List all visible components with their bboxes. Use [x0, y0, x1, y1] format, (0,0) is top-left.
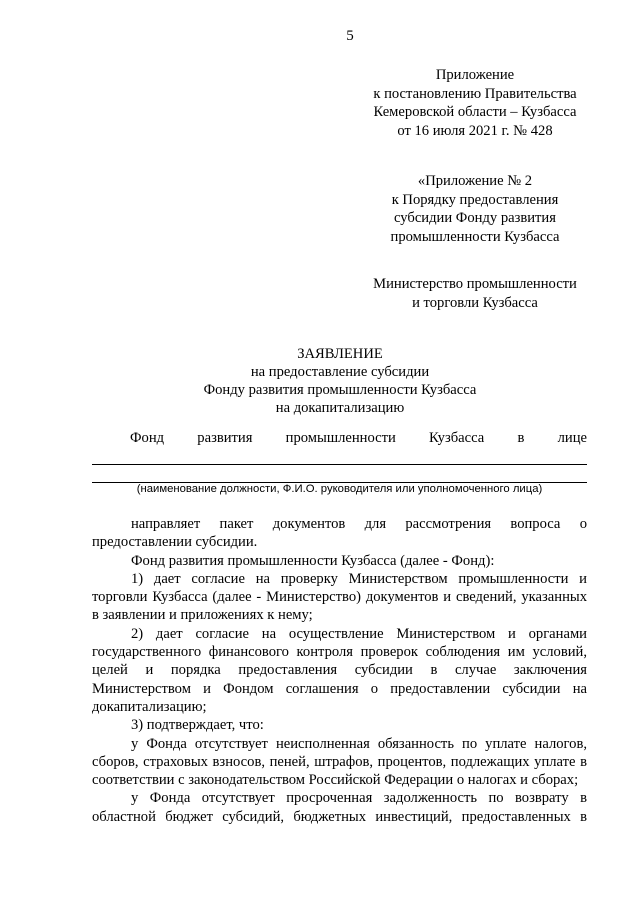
document-subtitle-line: на предоставление субсидии [250, 364, 430, 380]
appendix-2-header-line: субсидии Фонду развития [394, 210, 556, 226]
appendix-2-header [340, 172, 610, 246]
paragraph: 2) дает согласие на осуществление Министерством и органами государственного финансового контроля проверок соблюдения им условий, целей и порядка предоставления субсидии в случае заключения Министерством и Фондом соглашения о предоставлении субсидии на докапитализацию; [92, 625, 587, 715]
paragraph: Фонд развития промышленности Кузбасса (далее - Фонд): [131, 552, 495, 569]
appendix-2-header-line: «Приложение № 2 [417, 173, 533, 189]
field-caption: (наименование должности, Ф.И.О. руководителя или уполномоченного лица) [136, 483, 543, 495]
addressee-line: Министерство промышленности [373, 276, 577, 292]
appendix-header [340, 66, 610, 140]
intro-word: в [517, 430, 525, 446]
appendix-2-header-line: промышленности Кузбасса [390, 228, 560, 245]
document-heading: ЗАЯВЛЕНИЕ [297, 346, 383, 362]
intro-word: Фонд [130, 430, 165, 446]
intro-word: развития [197, 430, 253, 446]
paragraph: направляет пакет документов для рассмотрения вопроса о предоставлении субсидии. [92, 516, 587, 551]
paragraph: у Фонда отсутствует просроченная задолженность по возврату в областной бюджет субсидий, бюджетных инвестиций, предоставленных в [92, 790, 587, 825]
addressee [340, 275, 610, 312]
document-title [90, 345, 590, 417]
paragraph: у Фонда отсутствует неисполненная обязанность по уплате налогов, сборов, страховых взносов, пеней, штрафов, процентов, подлежащих уплате в соответствии с законодательством Российской Федерации о налогах и сборах; [92, 735, 587, 789]
intro-word: промышленности [285, 430, 396, 446]
appendix-header-line: к постановлению Правительства [373, 85, 577, 102]
intro-word: лице [557, 430, 587, 446]
paragraph: 1) дает согласие на проверку Министерством промышленности и торговли Кузбасса (далее - Министерство) документов и сведений, указанных в заявлении и приложениях к нему; [92, 570, 587, 624]
addressee-line: и торговли Кузбасса [412, 294, 538, 311]
body-text [92, 515, 587, 826]
appendix-header-line: от 16 июля 2021 г. № 428 [397, 122, 553, 139]
document-subtitle-line: Фонду развития промышленности Кузбасса [203, 382, 477, 398]
appendix-header-line: Кемеровской области – Кузбасса [373, 104, 577, 120]
fill-in-line [92, 464, 587, 465]
paragraph: 3) подтверждает, что: [131, 717, 264, 734]
appendix-2-header-line: к Порядку предоставления [391, 191, 559, 208]
document-subtitle-line: на докапитализацию [275, 400, 405, 416]
intro-line [130, 430, 587, 447]
page-number: 5 [346, 28, 354, 44]
appendix-header-line: Приложение [435, 67, 515, 83]
intro-word: Кузбасса [429, 430, 485, 446]
